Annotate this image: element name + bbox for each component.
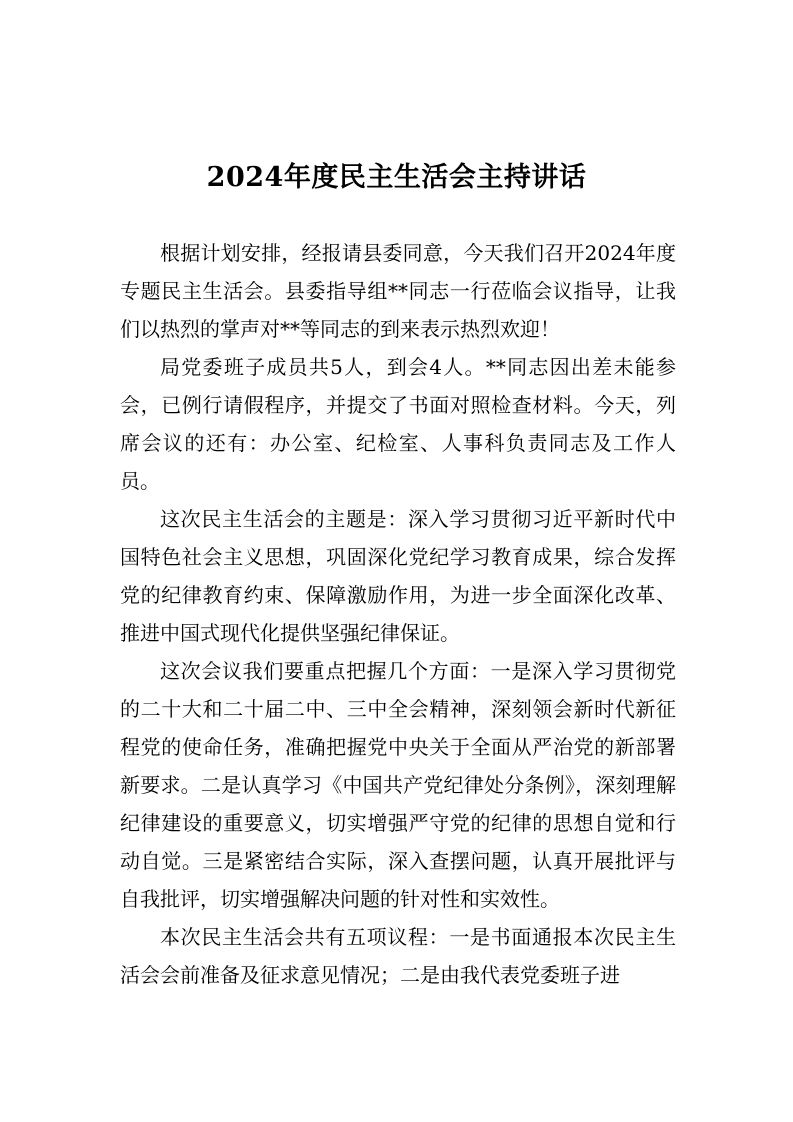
paragraph-agenda: 本次民主生活会共有五项议程：一是书面通报本次民主生活会会前准备及征求意见情况；二是由我代表党委班子进 xyxy=(120,925,676,987)
paragraph-attendance: 局党委班子成员共5人，到会4人。**同志因出差未能参会，已例行请假程序，并提交了书面对照检查材料。今天，列席会议的还有：办公室、纪检室、人事科负责同志及工作人员。 xyxy=(120,355,676,493)
document-title: 2024年度民主生活会主持讲话 xyxy=(206,162,587,194)
document-body xyxy=(120,234,676,994)
paragraph-key-points: 这次会议我们要重点把握几个方面：一是深入学习贯彻党的二十大和二十届二中、三中全会精神，深刻领会新时代新征程党的使命任务，准确把握党中央关于全面从严治党的新部署新要求。二是认真学习《中国共产党纪律处分条例》，深刻理解纪律建设的重要意义，切实增强严守党的纪律的思想自觉和行动自觉。三是紧密结合实际，深入查摆问题，认真开展批评与自我批评，切实增强解决问题的针对性和实效性。 xyxy=(120,659,676,911)
paragraph-opening: 根据计划安排，经报请县委同意，今天我们召开2024年度专题民主生活会。县委指导组**同志一行莅临会议指导，让我们以热烈的掌声对**等同志的到来表示热烈欢迎！ xyxy=(120,241,676,341)
paragraph-theme: 这次民主生活会的主题是：深入学习贯彻习近平新时代中国特色社会主义思想，巩固深化党纪学习教育成果，综合发挥党的纪律教育约束、保障激励作用，为进一步全面深化改革、推进中国式现代化提供坚强纪律保证。 xyxy=(120,507,676,645)
